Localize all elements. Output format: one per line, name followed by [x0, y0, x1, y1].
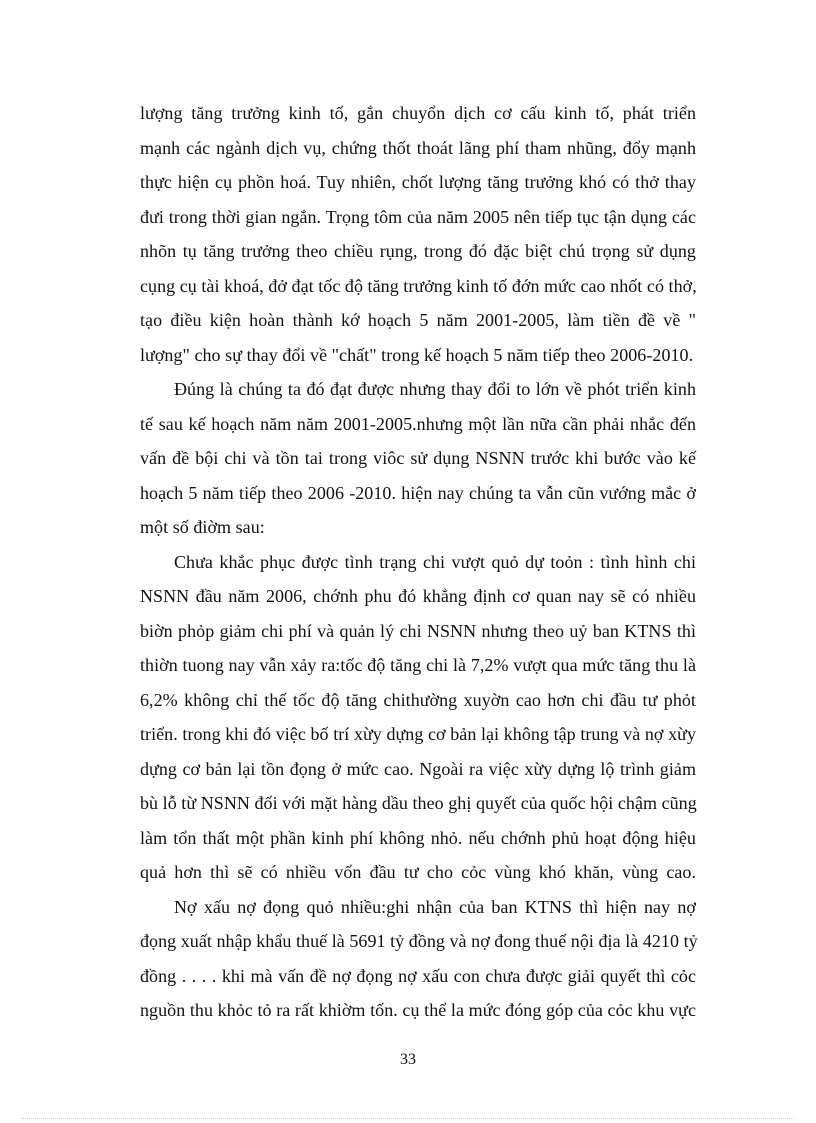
text-line: 6,2% không chỉ thế tốc độ tăng chithường xuyờn cao hơn chi đầu tư phỏt — [140, 689, 696, 710]
text-line: đọng xuất nhập khẩu thuế là 5691 tỷ đồng và nợ đong thuế nội địa là 4210 tỷ — [140, 931, 698, 951]
text-line: hoạch 5 năm tiếp theo 2006 -2010. hiện nay chúng ta vẫn cũn vướng mắc ở — [140, 482, 696, 503]
text-line: tế sau kế hoạch năm năm 2001-2005.nhưng một lần nữa cần phải nhắc đến — [140, 413, 696, 434]
body-text — [140, 96, 696, 1028]
paragraph-start-line: Chưa khắc phục được tình trạng chi vượt quỏ dự toỏn : tình hình chi — [174, 551, 696, 572]
text-line: thiờn tuong nay vẫn xảy ra:tốc độ tăng chi là 7,2% vượt qua mức tăng thu là — [140, 655, 696, 675]
text-line: dựng cơ bản lại tồn đọng ở mức cao. Ngoài ra việc xừy dựng lộ trình giảm — [140, 758, 696, 779]
page-number: 33 — [400, 1051, 416, 1068]
text-line: đưi trong thời gian ngắn. Trọng tôm của năm 2005 nên tiếp tục tận dụng các — [140, 206, 696, 227]
paragraph-start-line: Đúng là chúng ta đó đạt được nhưng thay đổi to lớn về phót triển kinh — [174, 379, 696, 399]
text-line: quả hơn thì sẽ có nhiều vốn đầu tư cho cỏc vùng khó khăn, vùng cao. — [140, 862, 696, 882]
text-line: vấn đề bội chi và tồn tai trong viôc sử dụng NSNN trước khi bước vào kế — [140, 448, 696, 468]
text-line: NSNN đầu năm 2006, chớnh phu đó khẳng định cơ quan nay sẽ có nhiều — [140, 586, 696, 606]
text-line: bù lỗ từ NSNN đối với mặt hàng dầu theo ghị quyết của quốc hội chậm cũng — [140, 793, 697, 813]
text-line: thực hiện cụ phồn hoá. Tuy nhiên, chốt lượng tăng trưởng khó có thở thay — [140, 172, 696, 192]
text-line: biờn phỏp giảm chi phí và quản lý chi NSNN nhưng theo uỷ ban KTNS thì — [140, 620, 696, 641]
text-line: tạo điều kiện hoàn thành kớ hoạch 5 năm 2001-2005, làm tiền đề về " — [140, 310, 696, 330]
page-bottom-divider — [22, 1118, 794, 1119]
text-line: lượng tăng trưởng kinh tố, gắn chuyổn dịch cơ cấu kinh tố, phát triển — [140, 103, 696, 123]
paragraph-start-line: Nợ xấu nợ đọng quỏ nhiều:ghi nhận của ban KTNS thì hiện nay nợ — [174, 896, 696, 917]
text-line: triển. trong khi đó việc bố trí xừy dựng cơ bản lại không tập trung và nợ xừy — [140, 724, 696, 744]
text-line: nhõn tụ tăng trưởng theo chiều rụng, trong đó đặc biệt chú trọng sử dụng — [140, 241, 696, 261]
text-line: một số điờm sau: — [140, 517, 265, 537]
text-line: làm tổn thất một phần kinh phí không nhỏ. nếu chớnh phủ hoạt động hiệu — [140, 827, 696, 848]
text-line: nguồn thu khỏc tỏ ra rất khiờm tốn. cụ thể la mức đóng góp của cỏc khu vực — [140, 1000, 696, 1020]
text-line: mạnh các ngành dịch vụ, chứng thốt thoát lãng phí tham nhũng, đổy mạnh — [140, 137, 696, 158]
text-line: đồng . . . . khi mà vấn đề nợ đọng nợ xấu con chưa được giải quyết thì cỏc — [140, 965, 696, 986]
text-line: lượng" cho sự thay đổi về "chất" trong kế hoạch 5 năm tiếp theo 2006-2010. — [140, 344, 694, 365]
text-line: cụng cụ tài khoá, đở đạt tốc độ tăng trưởng kinh tố đớn mức cao nhốt có thở, — [140, 275, 697, 296]
